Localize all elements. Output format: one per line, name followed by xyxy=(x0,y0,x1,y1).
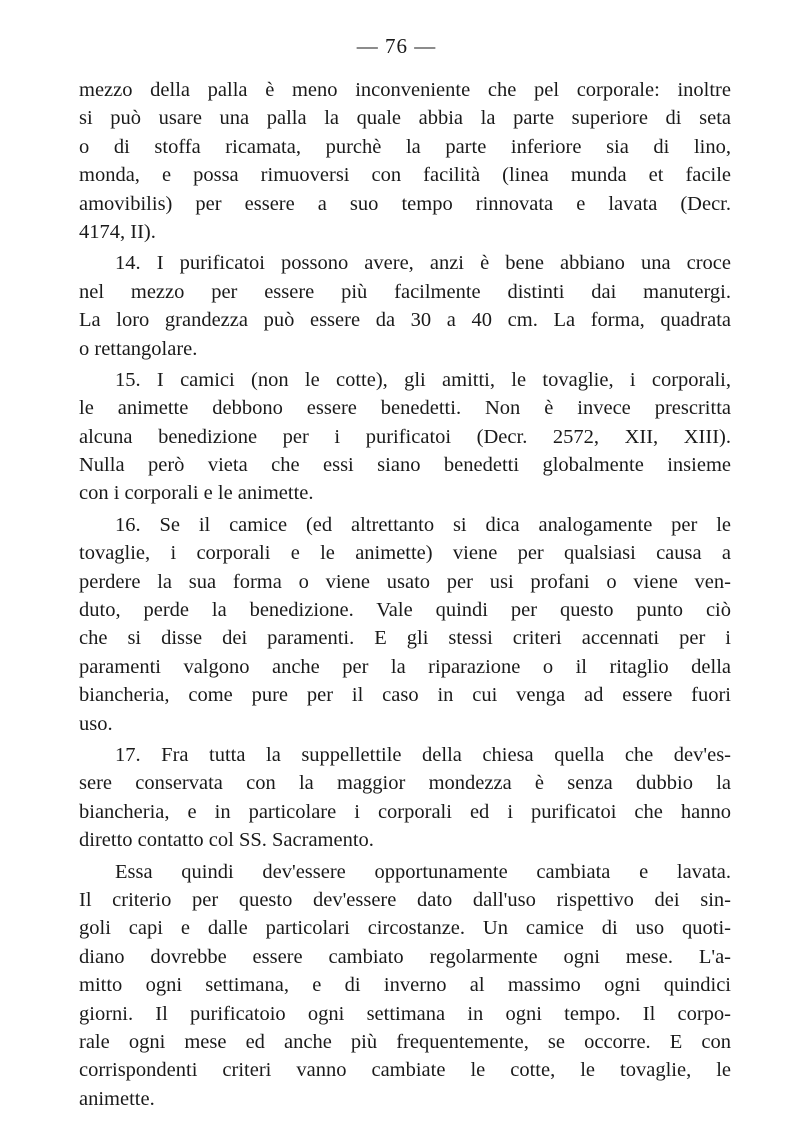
text-line: biancheria, e in particolare i corporali ed i purificatoi che hanno xyxy=(79,800,731,823)
text-line: corrispondenti criteri vanno cambiate le cotte, le tovaglie, le xyxy=(79,1059,731,1082)
text-line: o rettangolare. xyxy=(79,337,198,360)
text-line: si può usare una palla la quale abbia la parte superiore di seta xyxy=(79,107,731,130)
text-line: amovibilis) per essere a suo tempo rinnovata e lavata (Decr. xyxy=(79,192,731,215)
text-line: 14. I purificatoi possono avere, anzi è bene abbiano una croce xyxy=(115,252,731,275)
text-line: 16. Se il camice (ed altrettanto si dica analogamente per le xyxy=(115,513,731,536)
text-line: La loro grandezza può essere da 30 a 40 cm. La forma, quadrata xyxy=(79,309,731,332)
text-line: goli capi e dalle particolari circostanze. Un camice di uso quoti- xyxy=(79,917,731,940)
text-line: perdere la sua forma o viene usato per usi profani o viene ven- xyxy=(79,570,731,593)
text-line: mitto ogni settimana, e di inverno al massimo ogni quindici xyxy=(79,974,731,997)
text-line: tovaglie, i corporali e le animette) viene per qualsiasi causa a xyxy=(79,542,731,565)
text-line: mezzo della palla è meno inconveniente che pel corporale: inoltre xyxy=(79,79,731,101)
text-line: Il criterio per questo dev'essere dato dall'uso rispettivo dei sin- xyxy=(79,888,731,911)
text-line: con i corporali e le animette. xyxy=(79,482,314,505)
text-line: animette. xyxy=(79,1087,155,1110)
text-line: giorni. Il purificatoio ogni settimana in ogni tempo. Il corpo- xyxy=(79,1002,731,1025)
text-line: nel mezzo per essere più facilmente distinti dai manutergi. xyxy=(79,280,731,303)
text-line: alcuna benedizione per i purificatoi (Decr. 2572, XII, XIII). xyxy=(79,425,731,448)
text-line: che si disse dei paramenti. E gli stessi criteri accennati per i xyxy=(79,627,731,650)
text-line: diretto contatto col SS. Sacramento. xyxy=(79,829,374,852)
text-line: sere conservata con la maggior mondezza è senza dubbio la xyxy=(79,772,731,795)
text-line: rale ogni mese ed anche più frequentemente, se occorre. E con xyxy=(79,1030,731,1053)
text-line: 4174, II). xyxy=(79,220,156,243)
text-line: monda, e possa rimuoversi con facilità (linea munda et facile xyxy=(79,164,731,187)
text-line: le animette debbono essere benedetti. Non è invece prescritta xyxy=(79,397,731,420)
page-number: — 76 — xyxy=(356,34,437,58)
text-line: 15. I camici (non le cotte), gli amitti, le tovaglie, i corporali, xyxy=(115,368,731,391)
text-line: biancheria, come pure per il caso in cui venga ad essere fuori xyxy=(79,684,731,707)
page-body-text xyxy=(79,76,731,1113)
text-line: uso. xyxy=(79,712,113,735)
text-line: paramenti valgono anche per la riparazione o il ritaglio della xyxy=(79,655,731,678)
text-line: duto, perde la benedizione. Vale quindi per questo punto ciò xyxy=(79,599,731,622)
text-line: 17. Fra tutta la suppellettile della chiesa quella che dev'es- xyxy=(115,743,731,766)
text-line: Nulla però vieta che essi siano benedetti globalmente insieme xyxy=(79,454,731,477)
text-line: diano dovrebbe essere cambiato regolarmente ogni mese. L'a- xyxy=(79,945,731,968)
text-line: o di stoffa ricamata, purchè la parte inferiore sia di lino, xyxy=(79,135,731,158)
text-line: Essa quindi dev'essere opportunamente cambiata e lavata. xyxy=(115,860,731,883)
